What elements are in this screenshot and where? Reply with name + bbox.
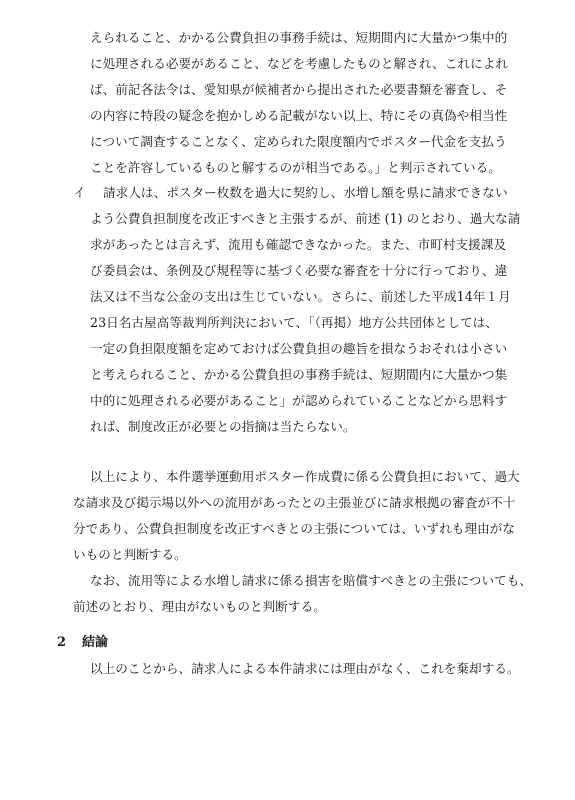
- paragraph-line: いものと判断する。: [73, 547, 187, 562]
- paragraph-line: れば、制度改正が必要との指摘は当たらない。: [90, 419, 356, 434]
- paragraph-line: えられること、かかる公費負担の事務手続は、短期間内に大量かつ集中的: [90, 30, 508, 45]
- paragraph-line: 中的に処理される必要があること」が認められていることなどから思料す: [90, 393, 508, 408]
- paragraph-line: に処理される必要があること、などを考慮したものと解され、これによれ: [90, 56, 508, 71]
- paragraph-line: の内容に特段の疑念を抱かしめる記載がない以上、特にその真偽や相当性: [90, 108, 508, 123]
- paragraph-line: よう公費負担制度を改正すべきと主張するが、前述 (1) のとおり、過大な請: [90, 211, 521, 226]
- paragraph-line: ば、前記各法令は、愛知県が候補者から提出された必要書類を審査し、そ: [90, 82, 508, 97]
- paragraph-line: ことを許容しているものと解するのが相当である。」と判示されている。: [90, 160, 501, 175]
- paragraph-line: 前述のとおり、理由がないものと判断する。: [73, 599, 326, 614]
- paragraph-line: 以上により、本件選挙運動用ポスター作成費に係る公費負担において、過大: [90, 469, 520, 484]
- paragraph-line: 請求人は、ポスター枚数を過大に契約し、水増し額を県に請求できない: [103, 185, 508, 200]
- paragraph-line: な請求及び掲示場以外への流用があったとの主張並びに請求根拠の審査が不十: [73, 495, 516, 510]
- paragraph-line: 分であり、公費負担制度を改正すべきとの主張については、いずれも理由がな: [73, 521, 516, 536]
- paragraph-line: なお、流用等による水増し請求に係る損害を賠償すべきとの主張についても、: [90, 573, 533, 588]
- section-title: 結論: [82, 635, 109, 650]
- paragraph-line: 一定の負担限度額を定めておけば公費負担の趣旨を損なうおそれは小さい: [90, 341, 508, 356]
- paragraph-line: と考えられること、かかる公費負担の事務手続は、短期間内に大量かつ集: [90, 367, 508, 382]
- item-marker: イ: [73, 185, 86, 200]
- paragraph-line: 求があったとは言えず、流用も確認できなかった。また、市町村支援課及: [90, 237, 507, 252]
- paragraph-line: について調査することなく、定められた限度額内でポスター代金を支払う: [90, 134, 507, 149]
- paragraph-line: び委員会は、条例及び規程等に基づく必要な審査を十分に行っており、違: [90, 263, 508, 278]
- paragraph-line: 以上のことから、請求人による本件請求には理由がなく、これを棄却する。: [90, 661, 520, 676]
- section-number: 2: [57, 635, 67, 650]
- paragraph-line: 23日名古屋高等裁判所判決において、「（再掲）地方公共団体としては、: [90, 315, 498, 330]
- paragraph-line: 法又は不当な公金の支出は生じていない。さらに、前述した平成14年１月: [90, 289, 511, 304]
